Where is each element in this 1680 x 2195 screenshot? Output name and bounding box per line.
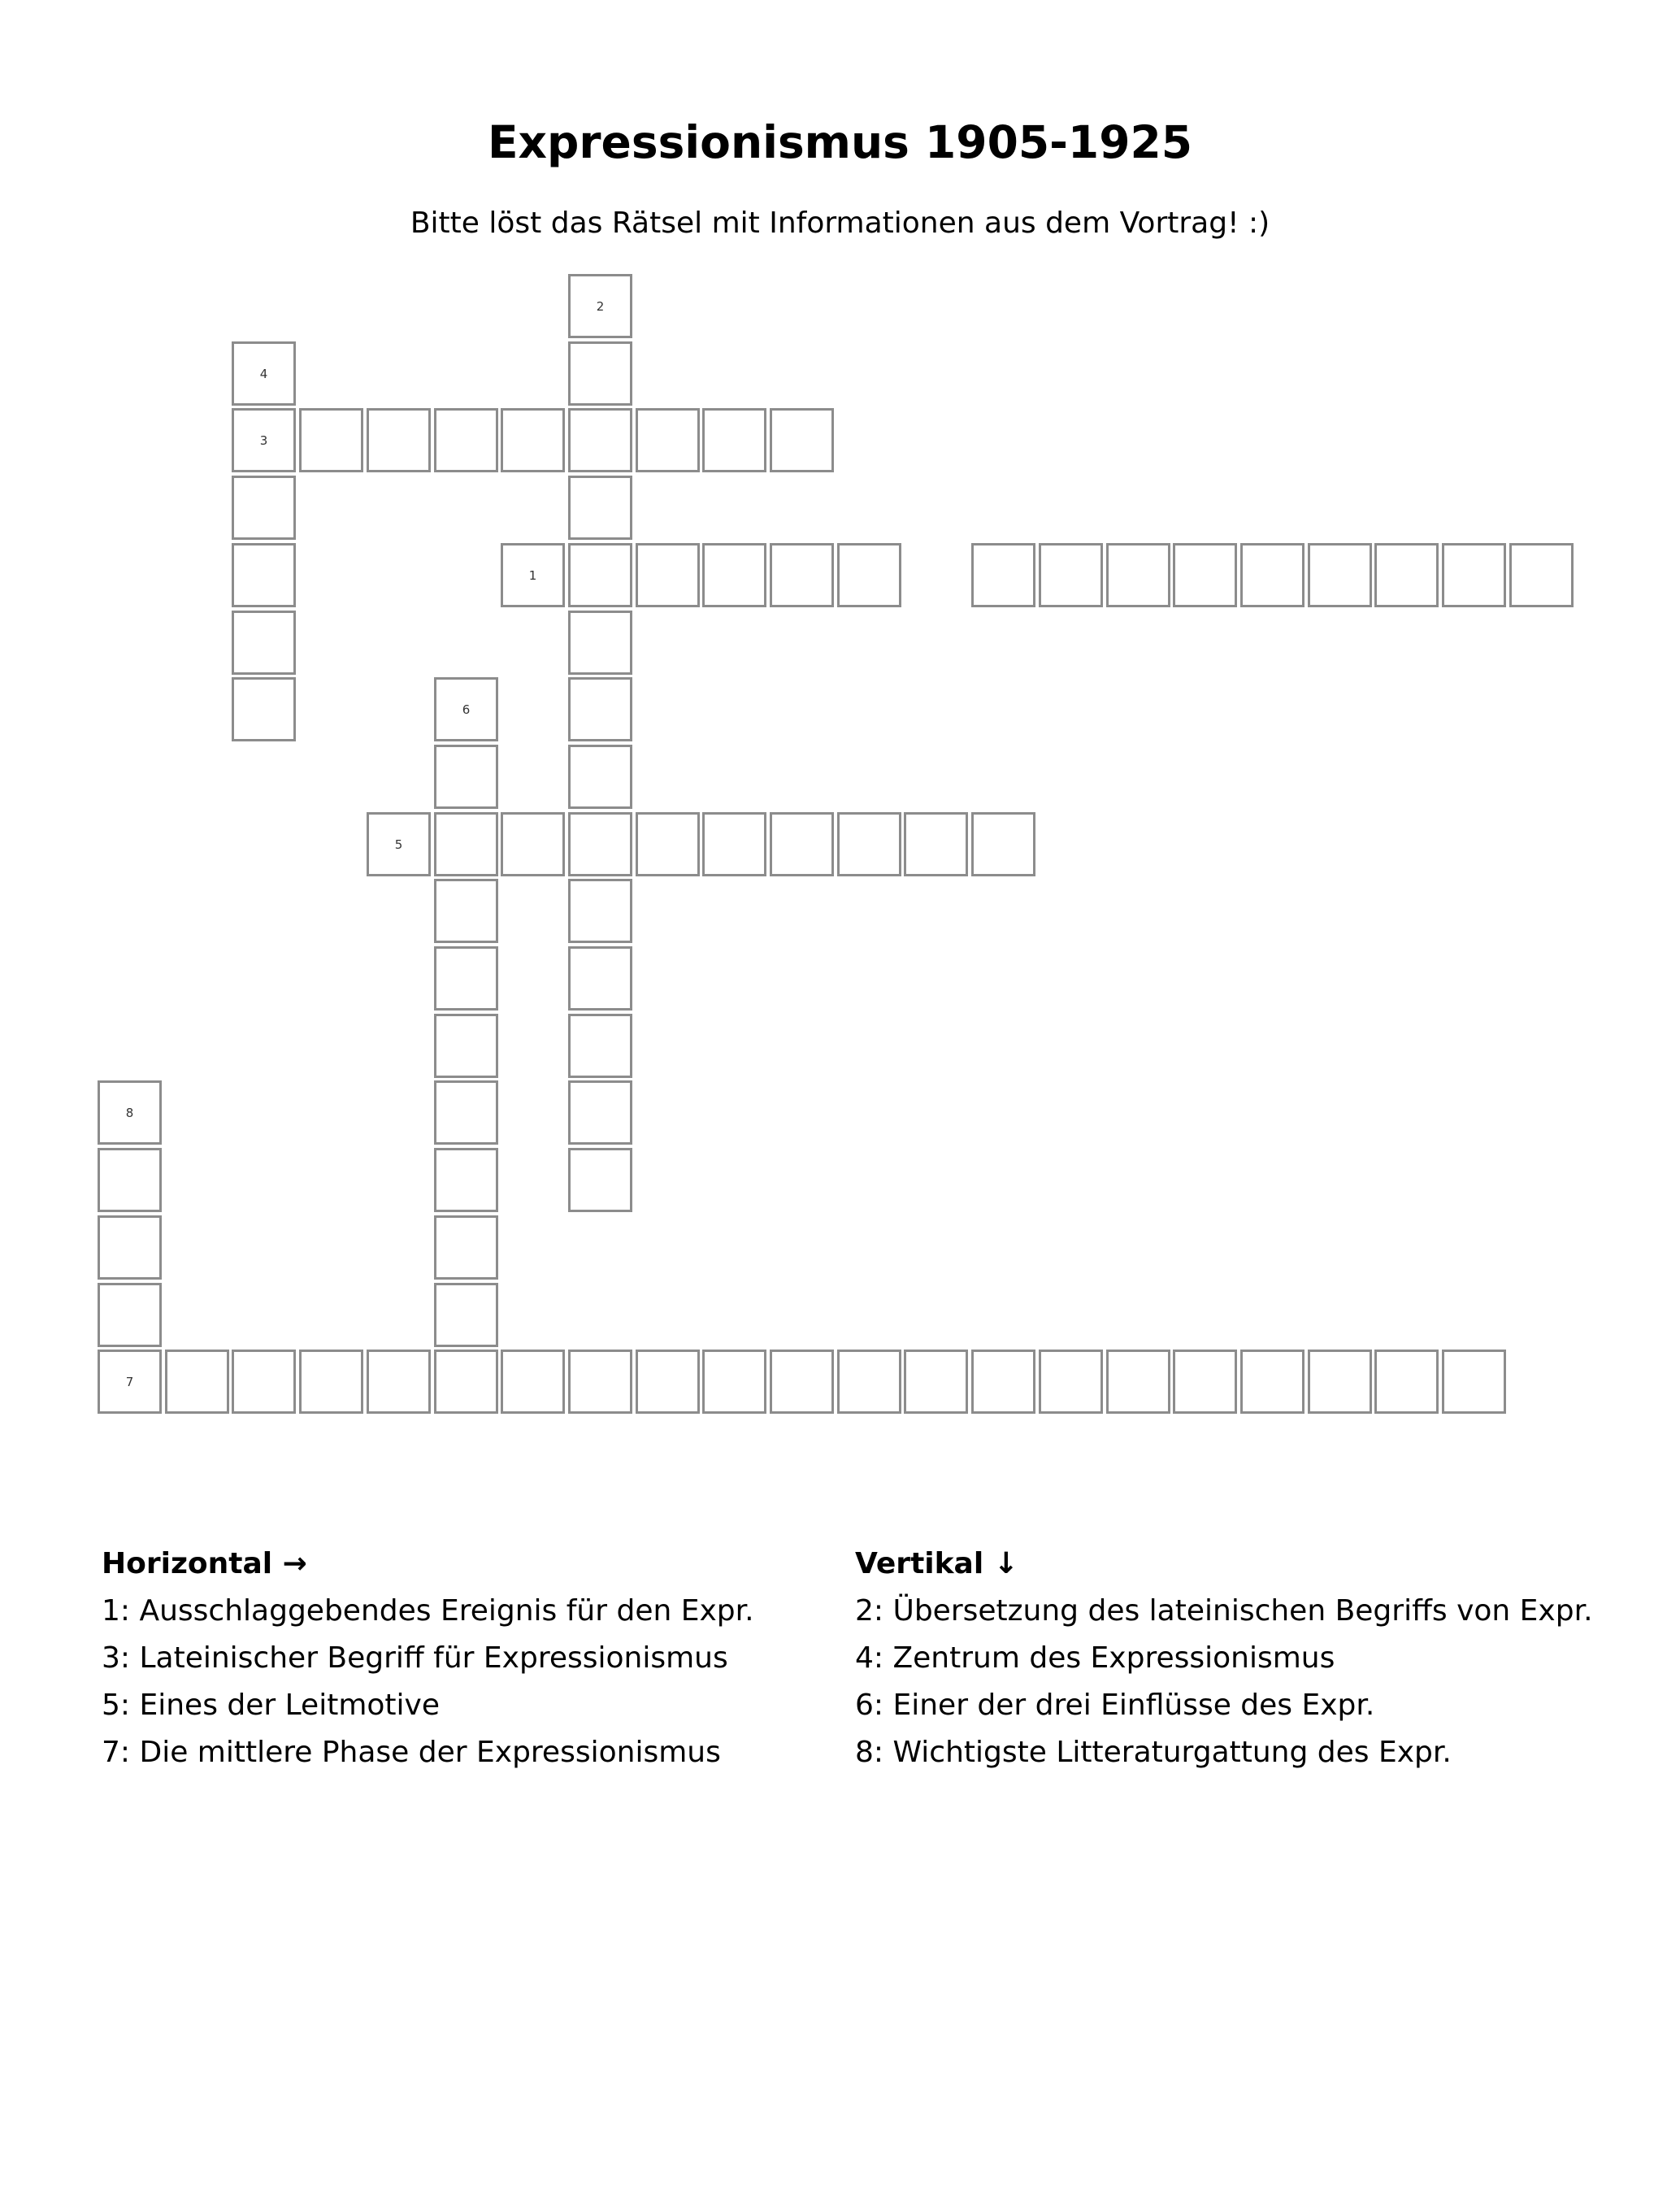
crossword-cell[interactable]: [636, 812, 700, 876]
clue-number: 8: [125, 1105, 134, 1120]
crossword-cell[interactable]: [568, 1148, 632, 1212]
crossword-cell[interactable]: [568, 476, 632, 540]
crossword-cell[interactable]: [1039, 1350, 1103, 1414]
crossword-cell[interactable]: [837, 543, 901, 607]
crossword-cell[interactable]: [904, 812, 968, 876]
crossword-cell[interactable]: [568, 946, 632, 1011]
clue-number: 3: [259, 432, 268, 448]
crossword-cell[interactable]: [1308, 543, 1372, 607]
clue-across-3: 3: Lateinischer Begriff für Expressionismus: [102, 1641, 728, 1675]
crossword-cell[interactable]: [232, 476, 296, 540]
crossword-cell[interactable]: [770, 812, 834, 876]
crossword-cell[interactable]: [434, 1283, 498, 1347]
crossword-cell[interactable]: [568, 677, 632, 741]
crossword-cell[interactable]: [434, 812, 498, 876]
crossword-cell[interactable]: [434, 745, 498, 809]
crossword-cell[interactable]: [568, 812, 632, 876]
crossword-cell[interactable]: [434, 1080, 498, 1145]
clue-number: 4: [259, 366, 268, 381]
crossword-cell[interactable]: [568, 1080, 632, 1145]
crossword-cell[interactable]: [165, 1350, 229, 1414]
crossword-cell[interactable]: [837, 1350, 901, 1414]
crossword-cell[interactable]: [971, 543, 1035, 607]
crossword-cell[interactable]: [367, 1350, 431, 1414]
crossword-cell[interactable]: [367, 408, 431, 472]
crossword-cell[interactable]: [770, 408, 834, 472]
crossword-cell[interactable]: [98, 1283, 162, 1347]
crossword-cell[interactable]: [501, 812, 565, 876]
crossword-cell[interactable]: [1240, 543, 1304, 607]
clue-number: 5: [394, 837, 403, 852]
crossword-cell[interactable]: [1106, 1350, 1170, 1414]
crossword-cell[interactable]: [568, 879, 632, 943]
page-title: Expressionismus 1905-1925: [487, 116, 1193, 168]
crossword-cell[interactable]: [98, 1148, 162, 1212]
clue-down-8: 8: Wichtigste Litteraturgattung des Expr.: [855, 1736, 1452, 1769]
crossword-cell[interactable]: [1374, 543, 1439, 607]
clue-number: 2: [596, 298, 605, 314]
crossword-cell[interactable]: [568, 611, 632, 675]
crossword-cell[interactable]: [770, 1350, 834, 1414]
clue-across-5: 5: Eines der Leitmotive: [102, 1689, 440, 1722]
crossword-cell[interactable]: [971, 1350, 1035, 1414]
crossword-cell[interactable]: [1308, 1350, 1372, 1414]
clue-number: 7: [125, 1374, 134, 1389]
crossword-cell[interactable]: [367, 812, 431, 876]
crossword-cell[interactable]: [434, 879, 498, 943]
crossword-cell[interactable]: [837, 812, 901, 876]
crossword-cell[interactable]: [568, 745, 632, 809]
crossword-cell[interactable]: [232, 1350, 296, 1414]
clues-horizontal-heading: Horizontal →: [102, 1547, 307, 1580]
crossword-cell[interactable]: [568, 1014, 632, 1078]
crossword-cell[interactable]: [702, 1350, 766, 1414]
crossword-cell[interactable]: [568, 408, 632, 472]
clue-number: 6: [462, 702, 471, 717]
clue-number: 1: [528, 567, 537, 583]
crossword-cell[interactable]: [232, 677, 296, 741]
crossword-cell[interactable]: [98, 1080, 162, 1145]
crossword-cell[interactable]: [1442, 543, 1506, 607]
clue-down-2: 2: Übersetzung des lateinischen Begriffs von Expr.: [855, 1594, 1593, 1628]
clue-down-4: 4: Zentrum des Expressionismus: [855, 1641, 1335, 1675]
crossword-cell[interactable]: [434, 1350, 498, 1414]
crossword-cell[interactable]: [1173, 1350, 1237, 1414]
crossword-cell[interactable]: [1240, 1350, 1304, 1414]
crossword-cell[interactable]: [501, 408, 565, 472]
crossword-cell[interactable]: [636, 543, 700, 607]
clues-horizontal: [102, 1541, 754, 1776]
crossword-cell[interactable]: [770, 543, 834, 607]
crossword-cell[interactable]: [702, 543, 766, 607]
crossword-cell[interactable]: [1173, 543, 1237, 607]
crossword-cell[interactable]: [98, 1350, 162, 1414]
crossword-cell[interactable]: [299, 408, 363, 472]
crossword-cell[interactable]: [98, 1215, 162, 1280]
crossword-cell[interactable]: [568, 274, 632, 338]
crossword-cell[interactable]: [1106, 543, 1170, 607]
crossword-cell[interactable]: [232, 341, 296, 406]
crossword-cell[interactable]: [904, 1350, 968, 1414]
crossword-cell[interactable]: [232, 543, 296, 607]
crossword-cell[interactable]: [971, 812, 1035, 876]
crossword-cell[interactable]: [1509, 543, 1574, 607]
clue-down-6: 6: Einer der drei Einflüsse des Expr.: [855, 1689, 1375, 1722]
crossword-cell[interactable]: [702, 812, 766, 876]
crossword-cell[interactable]: [299, 1350, 363, 1414]
clues-vertical-heading: Vertikal ↓: [855, 1547, 1018, 1580]
clues-vertical: [855, 1541, 1593, 1776]
crossword-cell[interactable]: [501, 543, 565, 607]
crossword-cell[interactable]: [232, 408, 296, 472]
crossword-cell[interactable]: [434, 1014, 498, 1078]
crossword-cell[interactable]: [501, 1350, 565, 1414]
crossword-cell[interactable]: [568, 543, 632, 607]
crossword-cell[interactable]: [232, 611, 296, 675]
crossword-cell[interactable]: [434, 946, 498, 1011]
crossword-cell[interactable]: [568, 341, 632, 406]
clue-across-7: 7: Die mittlere Phase der Expressionismus: [102, 1736, 721, 1769]
crossword-cell[interactable]: [568, 1350, 632, 1414]
crossword-cell[interactable]: [434, 1148, 498, 1212]
page-subtitle: Bitte löst das Rätsel mit Informationen aus dem Vortrag! :): [410, 206, 1270, 240]
crossword-cell[interactable]: [434, 1215, 498, 1280]
crossword-cell[interactable]: [702, 408, 766, 472]
clue-across-1: 1: Ausschlaggebendes Ereignis für den Expr.: [102, 1594, 754, 1628]
crossword-cell[interactable]: [1374, 1350, 1439, 1414]
crossword-cell[interactable]: [434, 677, 498, 741]
crossword-cell[interactable]: [636, 1350, 700, 1414]
crossword-cell[interactable]: [636, 408, 700, 472]
crossword-cell[interactable]: [1039, 543, 1103, 607]
crossword-cell[interactable]: [434, 408, 498, 472]
crossword-cell[interactable]: [1442, 1350, 1506, 1414]
